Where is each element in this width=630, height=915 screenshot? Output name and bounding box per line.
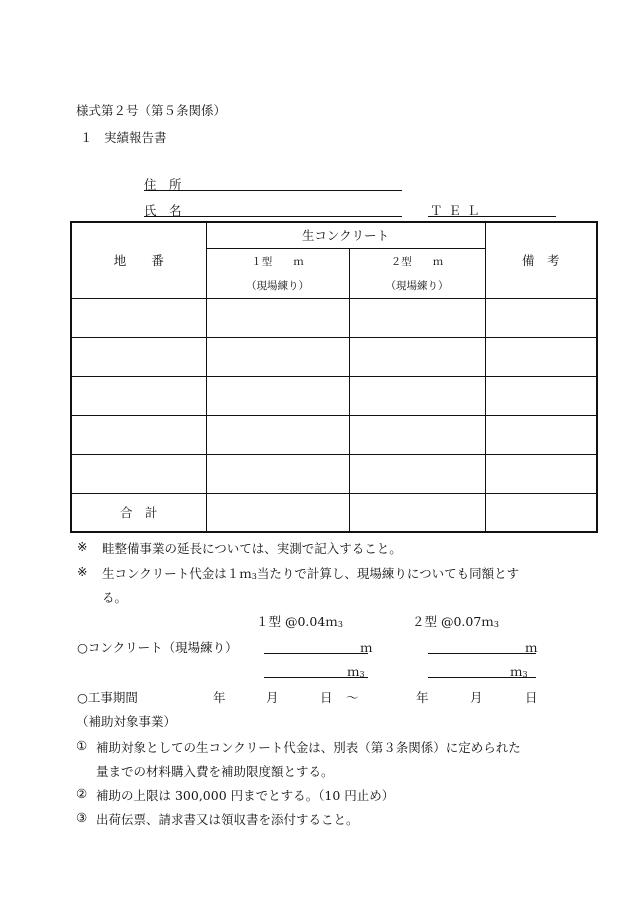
eligible-heading: （補助対象事業） <box>76 714 177 729</box>
cell-type2[interactable] <box>349 376 485 415</box>
total-label: 合 計 <box>71 493 206 532</box>
note2-mark: ※ <box>77 564 88 579</box>
cell-lot[interactable] <box>71 376 206 415</box>
cell-type1[interactable] <box>206 415 349 454</box>
tel-label: ＴＥＬ <box>430 203 486 218</box>
header-type1-label: １型 ｍ <box>251 255 304 268</box>
cell-lot[interactable] <box>71 454 206 493</box>
type2-heading <box>412 612 499 630</box>
type1-m-unit: ｍ <box>360 640 373 655</box>
note2-sub: 3 <box>251 572 257 581</box>
cell-type1[interactable] <box>206 376 349 415</box>
type2-m3-field[interactable] <box>428 677 536 678</box>
header-remarks: 備 考 <box>485 222 597 298</box>
address-field[interactable] <box>144 190 402 191</box>
table-row <box>71 337 597 376</box>
type1-m3-sub: 3 <box>359 670 365 679</box>
cell-type2[interactable] <box>349 298 485 337</box>
tel-field[interactable] <box>428 216 556 217</box>
type2-heading-sub: 3 <box>493 620 499 629</box>
cell-lot[interactable] <box>71 337 206 376</box>
address-label: 住 所 <box>144 177 182 192</box>
item1-cont: 量までの材料購入費を補助限度額とする。 <box>96 764 334 779</box>
header-type2 <box>349 248 485 273</box>
period-start-month: 月 <box>266 690 279 705</box>
cell-remarks[interactable] <box>485 415 597 454</box>
page-title: 実績報告書 <box>104 130 167 145</box>
cell-type2[interactable] <box>349 454 485 493</box>
type2-heading-text: ２型 @0.07ｍ <box>412 614 494 629</box>
type2-m3-sub: 3 <box>522 670 528 679</box>
table-row <box>71 454 597 493</box>
header-type1 <box>206 248 349 273</box>
note2-text-a: 生コンクリート代金は１ｍ <box>102 566 252 581</box>
header-concrete: 生コンクリート <box>206 222 485 248</box>
total-type2[interactable] <box>349 493 485 532</box>
total-type1[interactable] <box>206 493 349 532</box>
type1-m-field[interactable] <box>264 653 368 654</box>
concrete-label: ○コンクリート（現場練り） <box>77 640 238 655</box>
note1-text: 畦整備事業の延長については、実測で記入すること。 <box>102 541 402 556</box>
type2-m3-unit-text: ｍ <box>510 664 523 679</box>
header-type1-note-cell <box>206 273 349 298</box>
cell-type1[interactable] <box>206 298 349 337</box>
name-label: 氏 名 <box>144 203 182 218</box>
item3-number: ③ <box>76 810 88 825</box>
type1-m3-unit-text: ｍ <box>347 664 360 679</box>
header-lot: 地 番 <box>71 222 206 298</box>
type2-m-field[interactable] <box>428 653 536 654</box>
note2-text <box>102 564 519 582</box>
type1-heading-text: １型 @0.04ｍ <box>256 614 338 629</box>
note1-mark: ※ <box>77 539 88 554</box>
type2-m-unit: ｍ <box>525 640 538 655</box>
item2-text: 補助の上限は 300,000 円までとする。（10 円止め） <box>96 788 395 803</box>
cell-remarks[interactable] <box>485 376 597 415</box>
cell-lot[interactable] <box>71 415 206 454</box>
table-row <box>71 298 597 337</box>
table-row <box>71 415 597 454</box>
period-end-day: 日 <box>525 690 538 705</box>
cell-lot[interactable] <box>71 298 206 337</box>
table-row <box>71 376 597 415</box>
item2-number: ② <box>76 786 88 801</box>
item3-text: 出荷伝票、請求書又は領収書を添付すること。 <box>96 812 359 827</box>
total-remarks[interactable] <box>485 493 597 532</box>
header-type1-note: （現場練り） <box>246 280 309 293</box>
note2-text-b: 当たりで計算し、現場練りについても同額とす <box>256 566 520 581</box>
section-number: １ <box>80 130 93 145</box>
header-type2-label: ２型 ｍ <box>390 255 444 268</box>
cell-type1[interactable] <box>206 337 349 376</box>
report-table <box>70 221 598 533</box>
item1-text: 補助対象としての生コンクリート代金は、別表（第３条関係）に定められた <box>96 740 521 755</box>
total-row <box>71 493 597 532</box>
type1-heading <box>256 612 343 630</box>
note2-cont: る。 <box>102 590 128 605</box>
header-type2-note: （現場練り） <box>385 280 449 293</box>
period-end-year: 年 <box>416 690 429 705</box>
cell-type1[interactable] <box>206 454 349 493</box>
period-end-month: 月 <box>470 690 483 705</box>
type1-heading-sub: 3 <box>337 620 343 629</box>
name-field[interactable] <box>144 216 402 217</box>
form-number: 様式第２号（第５条関係） <box>76 103 227 118</box>
type1-m3-field[interactable] <box>264 677 368 678</box>
header-type2-note-cell <box>349 273 485 298</box>
cell-remarks[interactable] <box>485 337 597 376</box>
period-tilde: ～ <box>346 690 359 705</box>
cell-type2[interactable] <box>349 415 485 454</box>
cell-remarks[interactable] <box>485 454 597 493</box>
period-start-year: 年 <box>213 690 226 705</box>
period-label: ○工事期間 <box>77 690 138 705</box>
item1-number: ① <box>76 738 88 753</box>
period-start-day: 日 <box>320 690 333 705</box>
cell-type2[interactable] <box>349 337 485 376</box>
cell-remarks[interactable] <box>485 298 597 337</box>
